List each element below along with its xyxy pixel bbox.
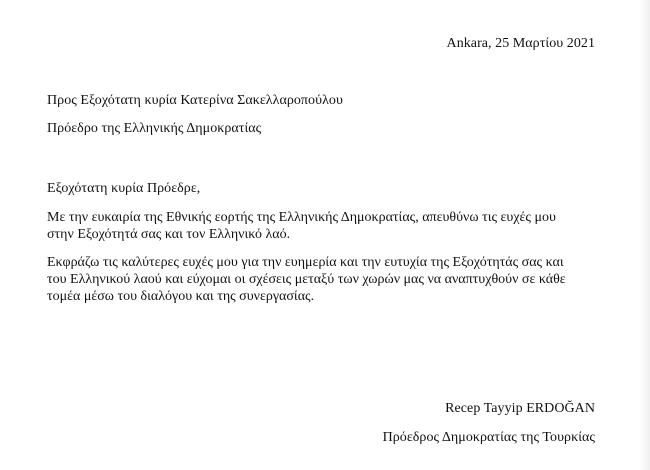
- letter-date: Ankara, 25 Μαρτίου 2021: [446, 36, 595, 51]
- recipient-title: Πρόεδρο της Ελληνικής Δημοκρατίας: [47, 121, 262, 136]
- paragraph-2-line: του Ελληνικού λαού και εύχομαι οι σχέσεις μεταξύ των χωρών μας να αναπτυχθούν σε κάθε: [47, 272, 566, 287]
- signature-title: Πρόεδρος Δημοκρατίας της Τουρκίας: [382, 430, 595, 445]
- salutation: Εξοχότατη κυρία Πρόεδρε,: [47, 181, 201, 196]
- paragraph-2-line: τομέα μέσω του διαλόγου και της συνεργασίας.: [47, 289, 315, 304]
- paragraph-1-line: Με την ευκαιρία της Εθνικής εορτής της Ελληνικής Δημοκρατίας, απευθύνω τις ευχές μου: [47, 210, 556, 225]
- recipient-name: Προς Εξοχότατη κυρία Κατερίνα Σακελλαροπούλου: [47, 93, 343, 108]
- paragraph-1-line: στην Εξοχότητά σας και τον Ελληνικό λαό.: [47, 227, 291, 242]
- signature-name: Recep Tayyip ERDOĞAN: [445, 401, 595, 416]
- paragraph-2: [47, 254, 566, 305]
- paragraph-2-line: Εκφράζω τις καλύτερες ευχές μου για την ευημερία και την ευτυχία της Εξοχότητάς σας και: [47, 255, 564, 270]
- page-edge-shadow: [640, 0, 650, 470]
- paragraph-1: [47, 209, 556, 243]
